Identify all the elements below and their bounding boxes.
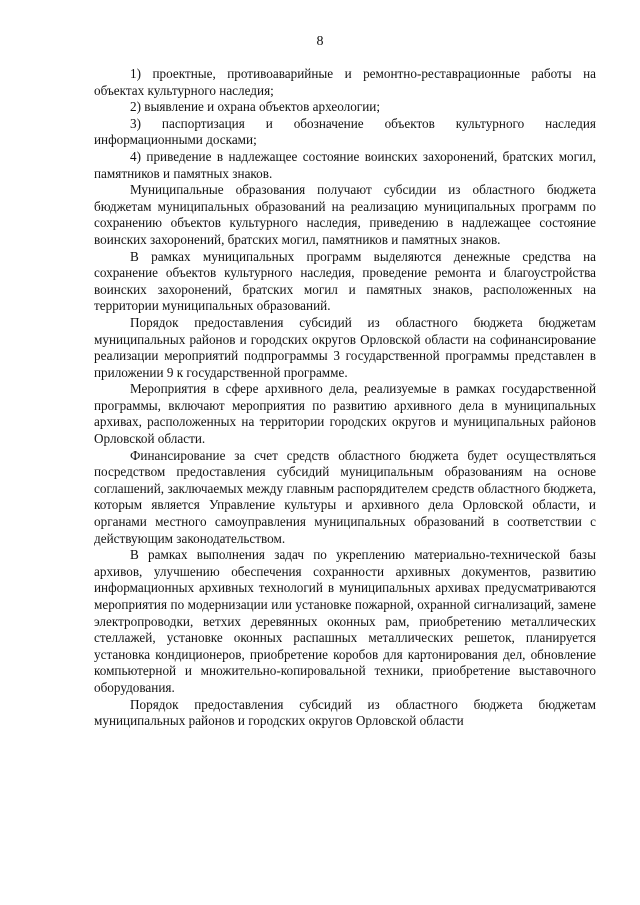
paragraph-municipal-subsidies: Муниципальные образования получают субсидии из областного бюджета бюджетам муниципальных образований на реализацию муниципальных программ по сохранению объектов культурного наследия, приведению в надлежащее состояние воинских захоронений, братских могил, памятников и памятных знаков. — [94, 182, 596, 247]
list-item-archaeology: 2) выявление и охрана объектов археологии; — [130, 99, 380, 115]
paragraph-archive-modernization: В рамках выполнения задач по укреплению материально-технической базы архивов, улучшению обеспечения сохранности архивных документов, развитию информационных архивных технологий в муниципальных архивах предусматриваются мероприятия по модернизации или установке пожарной, охранной сигнализаций, замене электропроводки, ветхих деревянных оконных рам, приобретению металлических стеллажей, установке оконных распашных металлических решеток, планируется установка кондиционеров, приобретение коробов для картонирования дел, обновление компьютерной и множительно-копировальной техники, приобретение выставочного оборудования. — [94, 547, 596, 695]
list-item-certification: 3) паспортизация и обозначение объектов культурного наследия информационными досками; — [94, 115, 596, 148]
document-body — [94, 66, 596, 730]
paragraph-municipal-programs: В рамках муниципальных программ выделяются денежные средства на сохранение объектов культурного наследия, проведение ремонта и благоустройства воинских захоронений, братских могил и памятных знаков, расположенных на территории муниципальных образований. — [94, 248, 596, 314]
page-number: 8 — [316, 34, 324, 49]
paragraph-archive-activities: Мероприятия в сфере архивного дела, реализуемые в рамках государственной программы, включают мероприятия по развитию архивного дела в муниципальных архивах, расположенных на территории городских округов и муниципальных районов Орловской области. — [94, 381, 596, 447]
paragraph-subsidy-procedure: Порядок предоставления субсидий из областного бюджета бюджетам муниципальных районов и городских округов Орловской области на софинансирование реализации мероприятий подпрограммы 3 государственной программы представлен в приложении 9 к государственной программе. — [94, 314, 596, 380]
list-item-military-burials: 4) приведение в надлежащее состояние воинских захоронений, братских могил, памятников и памятных знаков. — [94, 148, 596, 181]
paragraph-subsidy-procedure-archives: Порядок предоставления субсидий из областного бюджета бюджетам муниципальных районов и городских округов Орловской области — [94, 696, 596, 729]
list-item-design-works: 1) проектные, противоаварийные и ремонтно-реставрационные работы на объектах культурного наследия; — [94, 66, 596, 98]
paragraph-financing: Финансирование за счет средств областного бюджета будет осуществляться посредством предоставления субсидий муниципальным образованиям на основе соглашений, заключаемых между главным распорядителем средств областного бюджета, которым является Управление культуры и архивного дела Орловской области, и органами местного самоуправления муниципальных образований в соответствии с действующим законодательством. — [94, 447, 596, 546]
